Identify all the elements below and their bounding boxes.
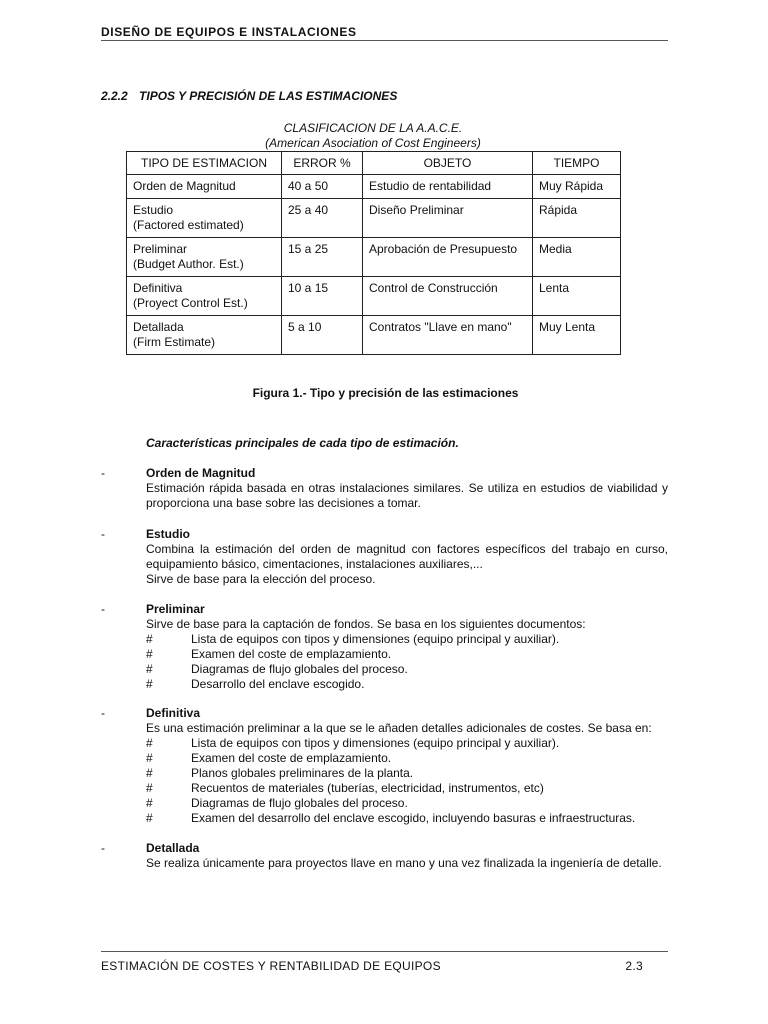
table-row (127, 199, 621, 238)
cell-objeto: Diseño Preliminar (363, 199, 533, 238)
tipo-english: (Firm Estimate) (133, 335, 215, 349)
list-item (101, 841, 668, 871)
hash-marker: # (146, 632, 153, 646)
table-row (127, 316, 621, 355)
list-item (101, 602, 668, 692)
column-header-tipo: TIPO DE ESTIMACION (127, 152, 282, 175)
tipo-name: Estudio (133, 203, 174, 217)
bullet-line (146, 781, 668, 796)
cell-tiempo: Rápida (533, 199, 621, 238)
dash-marker: - (101, 527, 105, 541)
hash-marker: # (146, 781, 153, 795)
hash-marker: # (146, 662, 153, 676)
column-header-error: ERROR % (282, 152, 363, 175)
classification-subtitle: (American Asociation of Cost Engineers) (265, 136, 481, 150)
tipo-name: Preliminar (133, 242, 188, 256)
page-number: 2.3 (625, 959, 643, 973)
bullet-text: Examen del coste de emplazamiento. (191, 751, 392, 765)
bullet-text: Planos globales preliminares de la planta. (191, 766, 414, 780)
header-title: DISEÑO DE EQUIPOS E INSTALACIONES (101, 25, 357, 39)
tipo-english: (Budget Author. Est.) (133, 257, 244, 271)
item-title: Estudio (146, 527, 190, 541)
tipo-english: (Proyect Control Est.) (133, 296, 248, 310)
running-header (101, 25, 668, 41)
cell-tiempo: Muy Lenta (533, 316, 621, 355)
bullet-text: Diagramas de flujo globales del proceso. (191, 796, 408, 810)
bullet-text: Examen del desarrollo del enclave escogido, incluyendo basuras e infraestructuras. (191, 811, 636, 825)
bullet-line (146, 811, 668, 826)
bullet-line (146, 662, 668, 677)
column-header-objeto: OBJETO (363, 152, 533, 175)
list-item (101, 706, 668, 826)
table-row (127, 277, 621, 316)
hash-marker: # (146, 766, 153, 780)
cell-objeto: Contratos "Llave en mano" (363, 316, 533, 355)
item-title: Orden de Magnitud (146, 466, 256, 480)
bullet-line (146, 766, 668, 781)
classification-title: CLASIFICACION DE LA A.A.C.E. (283, 121, 463, 135)
tipo-name: Definitiva (133, 281, 183, 295)
hash-marker: # (146, 677, 153, 691)
bullet-text: Desarrollo del enclave escogido. (191, 677, 365, 691)
table-header-row (127, 152, 621, 175)
cell-tipo (127, 238, 282, 277)
bullet-text: Lista de equipos con tipos y dimensiones (equipo principal y auxiliar). (191, 736, 560, 750)
hash-marker: # (146, 796, 153, 810)
bullet-text: Recuentos de materiales (tuberías, electricidad, instrumentos, etc) (191, 781, 544, 795)
item-description: Estimación rápida basada en otras instalaciones similares. Se utiliza en estudios de viabilidad y proporciona una base sobre las decisiones a tomar. (146, 481, 668, 510)
running-footer (101, 951, 668, 973)
bullet-line (146, 796, 668, 811)
cell-objeto: Control de Construcción (363, 277, 533, 316)
section-heading (101, 89, 397, 103)
characteristics-intro: Características principales de cada tipo de estimación. (146, 436, 459, 450)
item-description: Combina la estimación del orden de magnitud con factores específicos del trabajo en curso, equipamiento básico, cimentaciones, instalaciones auxiliares,... (146, 542, 668, 571)
dash-marker: - (101, 602, 105, 616)
item-title: Detallada (146, 841, 200, 855)
cell-error: 15 a 25 (282, 238, 363, 277)
item-description: Se realiza únicamente para proyectos llave en mano y una vez finalizada la ingeniería de detalle. (146, 856, 662, 870)
cell-tipo (127, 175, 282, 199)
hash-marker: # (146, 736, 153, 750)
section-number: 2.2.2 (101, 89, 128, 103)
bullet-line (146, 677, 668, 692)
list-item (101, 527, 668, 587)
cell-objeto: Aprobación de Presupuesto (363, 238, 533, 277)
hash-marker: # (146, 647, 153, 661)
cell-error: 40 a 50 (282, 175, 363, 199)
table-row (127, 175, 621, 199)
bullet-text: Lista de equipos con tipos y dimensiones (equipo principal y auxiliar). (191, 632, 560, 646)
tipo-name: Detallada (133, 320, 184, 334)
bullet-line (146, 736, 668, 751)
cell-tiempo: Lenta (533, 277, 621, 316)
cell-tipo (127, 199, 282, 238)
cell-objeto: Estudio de rentabilidad (363, 175, 533, 199)
footer-title: ESTIMACIÓN DE COSTES Y RENTABILIDAD DE EQUIPOS (101, 959, 441, 973)
dash-marker: - (101, 706, 105, 720)
estimation-table (126, 151, 621, 355)
dash-marker: - (101, 466, 105, 480)
cell-tipo (127, 316, 282, 355)
figure-caption: Figura 1.- Tipo y precisión de las estimaciones (252, 386, 519, 400)
cell-tiempo: Media (533, 238, 621, 277)
cell-error: 25 a 40 (282, 199, 363, 238)
list-item (101, 466, 668, 511)
column-header-tiempo: TIEMPO (533, 152, 621, 175)
section-title-text: TIPOS Y PRECISIÓN DE LAS ESTIMACIONES (139, 89, 398, 103)
hash-marker: # (146, 751, 153, 765)
cell-tiempo: Muy Rápida (533, 175, 621, 199)
item-description: Sirve de base para la captación de fondos. Se basa en los siguientes documentos: (146, 617, 586, 631)
tipo-english: (Factored estimated) (133, 218, 244, 232)
bullet-line (146, 632, 668, 647)
hash-marker: # (146, 811, 153, 825)
cell-error: 5 a 10 (282, 316, 363, 355)
cell-error: 10 a 15 (282, 277, 363, 316)
tipo-name: Orden de Magnitud (133, 179, 236, 193)
bullet-line (146, 647, 668, 662)
bullet-line (146, 751, 668, 766)
item-description: Es una estimación preliminar a la que se le añaden detalles adicionales de costes. Se basa en: (146, 721, 652, 735)
bullet-text: Examen del coste de emplazamiento. (191, 647, 392, 661)
cell-tipo (127, 277, 282, 316)
bullet-text: Diagramas de flujo globales del proceso. (191, 662, 408, 676)
table-row (127, 238, 621, 277)
item-title: Preliminar (146, 602, 205, 616)
dash-marker: - (101, 841, 105, 855)
item-title: Definitiva (146, 706, 201, 720)
item-extra: Sirve de base para la elección del proceso. (146, 572, 376, 586)
